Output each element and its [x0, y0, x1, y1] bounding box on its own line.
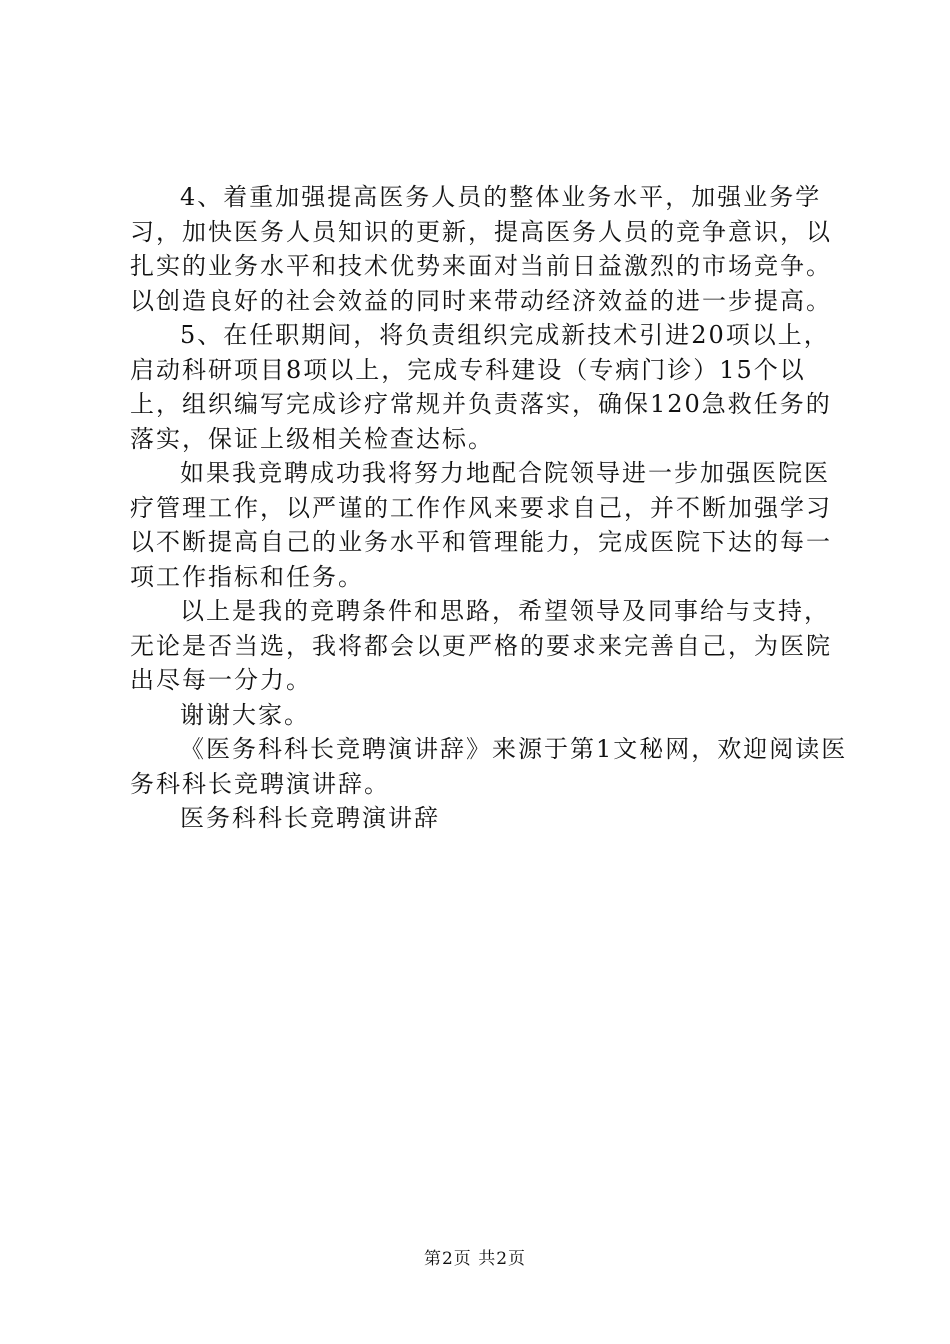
paragraph-thanks: 谢谢大家。 [180, 700, 310, 729]
paragraph-closing: 以上是我的竞聘条件和思路，希望领导及同事给与支持，无论是否当选，我将都会以更严格的要求来完善自己，为医院出尽每一分力。 [130, 597, 832, 694]
paragraph-source: 《医务科科长竞聘演讲辞》来源于第1文秘网，欢迎阅读医务科科长竞聘演讲辞。 [130, 735, 848, 798]
paragraph-title-line: 医务科科长竞聘演讲辞 [180, 804, 440, 832]
paragraph-item-5: 5、在任职期间，将负责组织完成新技术引进20项以上，启动科研项目8项以上，完成专科建设（专病门诊）15个以上，组织编写完成诊疗常规并负责落实，确保120急救任务的落实，保证上级相关检查达标。 [130, 321, 832, 453]
paragraph-item-4: 4、着重加强提高医务人员的整体业务水平，加强业务学习，加快医务人员知识的更新，提高医务人员的竞争意识，以扎实的业务水平和技术优势来面对当前日益激烈的市场竞争。以创造良好的社会效益的同时来带动经济效益的进一步提高。 [130, 183, 832, 315]
paragraph-commitment: 如果我竞聘成功我将努力地配合院领导进一步加强医院医疗管理工作，以严谨的工作作风来要求自己，并不断加强学习以不断提高自己的业务水平和管理能力，完成医院下达的每一项工作指标和任务。 [130, 459, 832, 591]
page-number-footer: 第2页 共2页 [423, 1249, 527, 1269]
document-body [130, 180, 850, 836]
